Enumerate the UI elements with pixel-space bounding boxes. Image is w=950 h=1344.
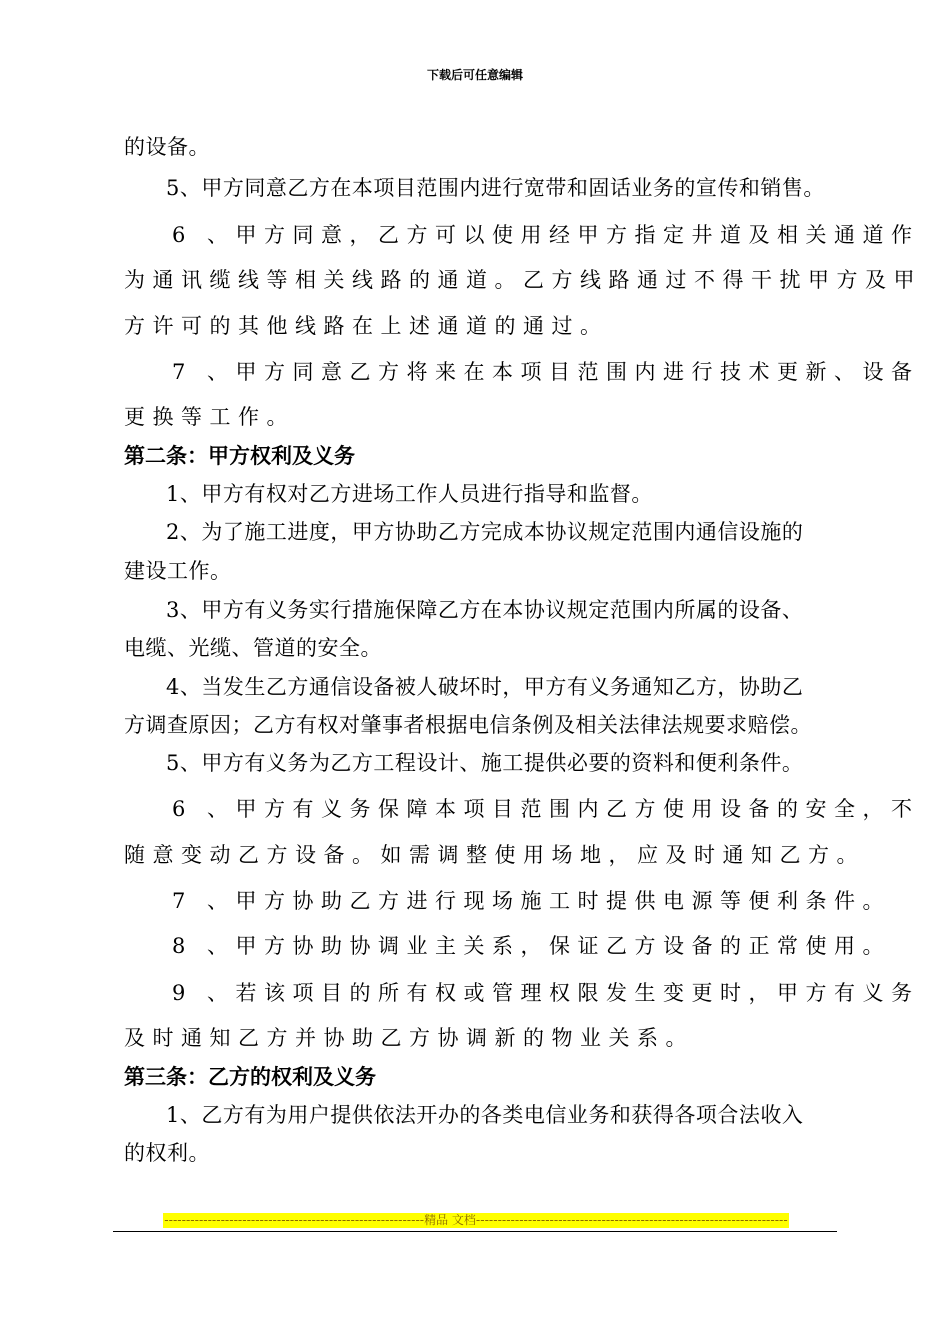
- text-line: 7 、甲方协助乙方进行现场施工时提供电源等便利条件。: [172, 889, 892, 913]
- text-line: 4、当发生乙方通信设备被人破坏时，甲方有义务通知乙方，协助乙: [166, 675, 804, 699]
- text-line: 8 、甲方协助协调业主关系，保证乙方设备的正常使用。: [172, 934, 892, 958]
- text-line: 的设备。: [124, 135, 210, 159]
- text-line: 更换等工作。: [124, 405, 295, 429]
- footer-divider: [113, 1231, 837, 1232]
- text-line: 为通讯缆线等相关线路的通道。乙方线路通过不得干扰甲方及甲: [124, 268, 922, 292]
- text-line: 方调查原因；乙方有权对肇事者根据电信条例及相关法律法规要求赔偿。: [124, 713, 812, 737]
- text-line: 随意变动乙方设备。如需调整使用场地，应及时通知乙方。: [124, 843, 865, 867]
- section-heading: 第三条：乙方的权利及义务: [124, 1065, 376, 1089]
- text-line: 6 、甲方同意，乙方可以使用经甲方指定井道及相关通道作: [172, 223, 920, 247]
- text-line: 电缆、光缆、管道的安全。: [124, 636, 382, 660]
- text-line: 2、为了施工进度，甲方协助乙方完成本协议规定范围内通信设施的: [166, 520, 804, 544]
- text-line: 6 、甲方有义务保障本项目范围内乙方使用设备的安全，不: [172, 797, 920, 821]
- text-line: 9 、若该项目的所有权或管理权限发生变更时，甲方有义务: [172, 981, 920, 1005]
- page-header: 下载后可任意编辑: [426, 68, 523, 82]
- text-line: 的权利。: [124, 1141, 210, 1165]
- section-heading: 第二条：甲方权利及义务: [124, 444, 355, 468]
- text-line: 1、甲方有权对乙方进场工作人员进行指导和监督。: [166, 482, 653, 506]
- text-line: 及时通知乙方并协助乙方协调新的物业关系。: [124, 1026, 694, 1050]
- text-line: 3、甲方有义务实行措施保障乙方在本协议规定范围内所属的设备、: [166, 598, 804, 622]
- text-line: 5、甲方同意乙方在本项目范围内进行宽带和固话业务的宣传和销售。: [166, 176, 825, 200]
- footer-watermark: ------------------------------------------------------------精品 文档------------------------------------------------------------------------: [164, 1213, 788, 1227]
- text-line: 7 、甲方同意乙方将来在本项目范围内进行技术更新、设备: [172, 360, 920, 384]
- text-line: 5、甲方有义务为乙方工程设计、施工提供必要的资料和便利条件。: [166, 751, 804, 775]
- text-line: 方许可的其他线路在上述通道的通过。: [124, 314, 609, 338]
- text-line: 1、乙方有为用户提供依法开办的各类电信业务和获得各项合法收入: [166, 1103, 804, 1127]
- text-line: 建设工作。: [124, 559, 232, 583]
